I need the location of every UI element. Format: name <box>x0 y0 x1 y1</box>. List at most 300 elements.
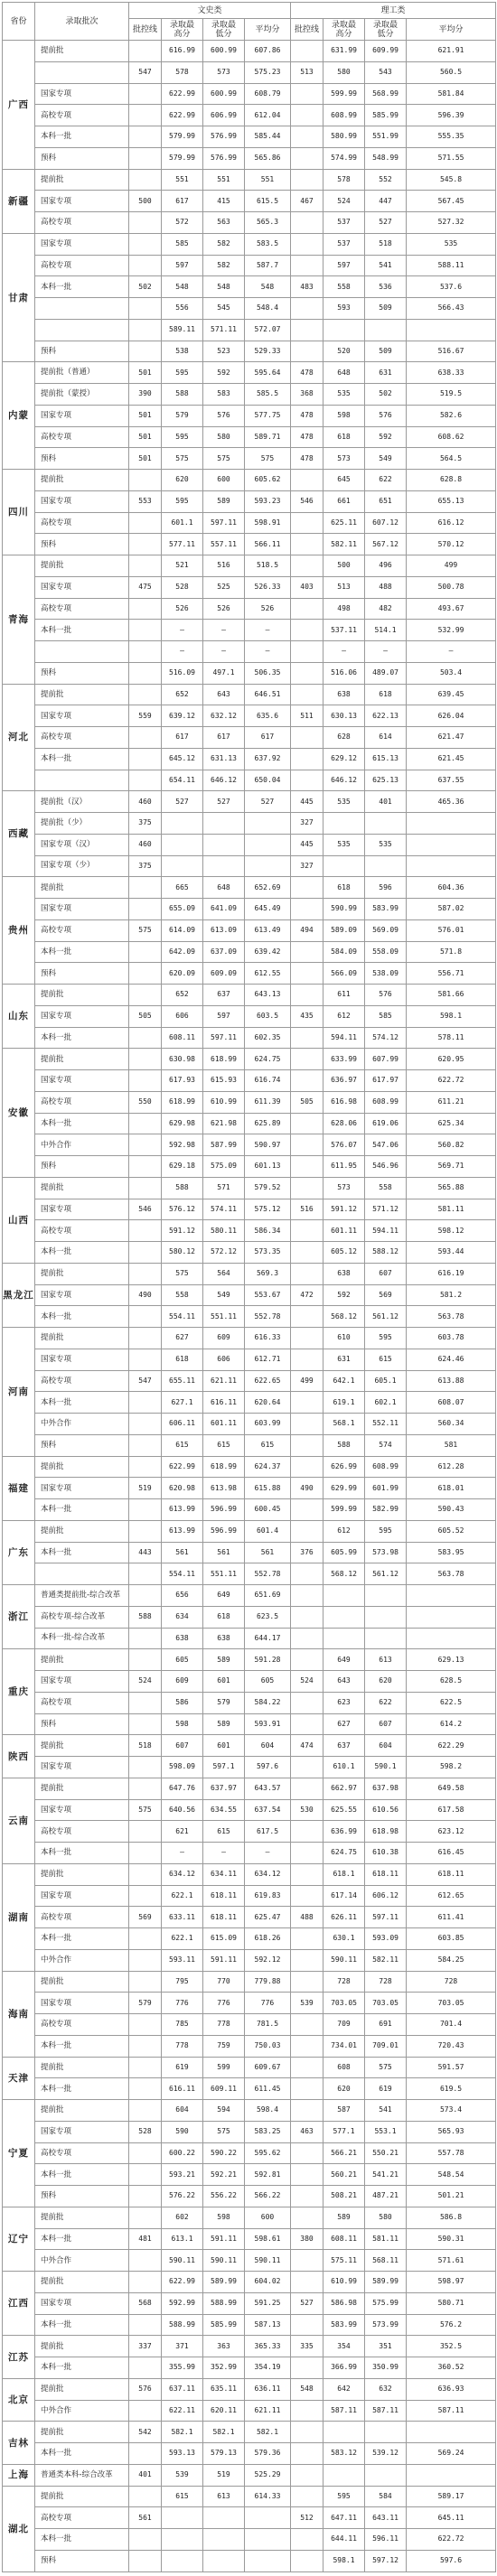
avg-ligong: — <box>407 641 496 663</box>
batch-cell: 高校专项 <box>35 212 129 234</box>
table-row <box>3 963 496 985</box>
min-ligong <box>365 2422 407 2443</box>
batch-cell: 高校专项-综合改革 <box>35 1606 129 1628</box>
batch-cell: 国家专项 <box>35 1799 129 1821</box>
avg-ligong <box>407 2422 496 2443</box>
min-wenshi: 609.11 <box>203 2078 245 2100</box>
table-row <box>3 233 496 255</box>
control-line-wenshi <box>129 1928 162 1950</box>
max-ligong: — <box>324 641 365 663</box>
batch-cell: 预科 <box>35 662 129 684</box>
table-row <box>3 41 496 62</box>
min-wenshi: 588.99 <box>203 2292 245 2314</box>
max-ligong: 642 <box>324 2378 365 2400</box>
min-ligong: 622.13 <box>365 705 407 727</box>
control-line-wenshi <box>129 963 162 985</box>
max-wenshi: 588 <box>162 1177 203 1199</box>
avg-ligong: 596.39 <box>407 105 496 126</box>
avg-ligong: 720.43 <box>407 2035 496 2057</box>
control-line-wenshi: 460 <box>129 791 162 813</box>
avg-wenshi: 598.91 <box>245 512 291 534</box>
min-wenshi: 600 <box>203 470 245 491</box>
max-wenshi: 576.12 <box>162 1199 203 1220</box>
avg-ligong: 557.78 <box>407 2142 496 2164</box>
control-line-wenshi <box>129 1306 162 1328</box>
max-wenshi: 622.99 <box>162 83 203 105</box>
avg-wenshi: 592.81 <box>245 2164 291 2186</box>
min-ligong: 615 <box>365 1349 407 1370</box>
avg-wenshi: 526 <box>245 598 291 620</box>
avg-ligong: 564.5 <box>407 448 496 470</box>
max-wenshi: 605 <box>162 1649 203 1671</box>
max-ligong: 645 <box>324 470 365 491</box>
control-line-ligong <box>291 727 324 749</box>
control-line-ligong <box>291 1585 324 1607</box>
min-wenshi: 363 <box>203 2336 245 2357</box>
control-line-wenshi <box>129 941 162 963</box>
avg-ligong: 639.45 <box>407 684 496 705</box>
max-wenshi: 616.11 <box>162 2078 203 2100</box>
avg-ligong: 598.12 <box>407 1220 496 1242</box>
batch-cell: 提前批 <box>35 1177 129 1199</box>
min-ligong: 581.11 <box>365 2228 407 2250</box>
batch-cell: 高校专项 <box>35 2142 129 2164</box>
max-wenshi: 638 <box>162 1628 203 1649</box>
min-wenshi: 572.12 <box>203 1242 245 1264</box>
control-line-ligong <box>291 2272 324 2293</box>
control-line-ligong <box>291 598 324 620</box>
max-wenshi: 598.09 <box>162 1757 203 1778</box>
control-line-wenshi: 481 <box>129 2228 162 2250</box>
batch-cell: 本科一批 <box>35 1113 129 1134</box>
max-ligong: 508.21 <box>324 2186 365 2207</box>
table-row <box>3 169 496 191</box>
control-line-ligong <box>291 1606 324 1628</box>
max-ligong <box>324 1606 365 1628</box>
min-wenshi: 618.99 <box>203 1049 245 1070</box>
avg-ligong: 608.07 <box>407 1392 496 1414</box>
avg-wenshi: 506.35 <box>245 662 291 684</box>
control-line-ligong: 478 <box>291 426 324 448</box>
min-wenshi: 519 <box>203 2464 245 2486</box>
min-wenshi: 632.12 <box>203 705 245 727</box>
max-ligong: 618.1 <box>324 1863 365 1885</box>
max-wenshi: 586 <box>162 1692 203 1713</box>
control-line-ligong <box>291 662 324 684</box>
avg-wenshi: 590.97 <box>245 1134 291 1156</box>
avg-ligong: 649.58 <box>407 1778 496 1799</box>
max-ligong: 593 <box>324 298 365 320</box>
max-ligong: 578 <box>324 169 365 191</box>
max-wenshi: 371 <box>162 2336 203 2357</box>
max-wenshi: 614.09 <box>162 919 203 941</box>
max-ligong: 582.11 <box>324 534 365 555</box>
control-line-wenshi: 550 <box>129 1091 162 1113</box>
max-ligong: 589.09 <box>324 919 365 941</box>
control-line-wenshi: 505 <box>129 1005 162 1027</box>
min-ligong: 585.99 <box>365 105 407 126</box>
min-wenshi: 575 <box>203 448 245 470</box>
batch-cell: 高校专项 <box>35 255 129 276</box>
control-line-wenshi <box>129 1328 162 1349</box>
avg-ligong: 556.71 <box>407 963 496 985</box>
control-line-wenshi <box>129 1863 162 1885</box>
table-row <box>3 1499 496 1521</box>
header-avg-wenshi: 平均分 <box>245 19 291 41</box>
table-row <box>3 748 496 770</box>
max-wenshi: 634.12 <box>162 1863 203 1885</box>
avg-ligong: 621.45 <box>407 748 496 770</box>
batch-cell: 提前批 <box>35 1649 129 1671</box>
control-line-wenshi: 553 <box>129 490 162 512</box>
min-wenshi: 592.21 <box>203 2164 245 2186</box>
avg-ligong: 625.34 <box>407 1113 496 1134</box>
avg-wenshi: 565.3 <box>245 212 291 234</box>
control-line-wenshi <box>129 1392 162 1414</box>
min-ligong: 608.99 <box>365 1456 407 1478</box>
control-line-ligong <box>291 620 324 641</box>
avg-ligong: 622.29 <box>407 1735 496 1757</box>
table-row <box>3 1306 496 1328</box>
control-line-ligong: 494 <box>291 919 324 941</box>
max-ligong: 636.99 <box>324 1821 365 1843</box>
avg-ligong: 565.88 <box>407 1177 496 1199</box>
min-wenshi: 564 <box>203 1263 245 1284</box>
avg-ligong: 555.35 <box>407 126 496 148</box>
table-row <box>3 1821 496 1843</box>
header-min-wenshi: 录取最低分 <box>203 19 245 41</box>
control-line-ligong <box>291 1456 324 1478</box>
min-wenshi: 576 <box>203 405 245 426</box>
table-row <box>3 1907 496 1928</box>
avg-wenshi: 566.11 <box>245 534 291 555</box>
min-ligong: 622 <box>365 1692 407 1713</box>
avg-ligong: 613.88 <box>407 1370 496 1392</box>
avg-wenshi: 617 <box>245 727 291 749</box>
min-wenshi: 551.11 <box>203 1563 245 1585</box>
avg-ligong: 360.52 <box>407 2357 496 2379</box>
batch-cell: 高校专项 <box>35 919 129 941</box>
control-line-wenshi <box>129 1414 162 1435</box>
avg-ligong: 560.82 <box>407 1134 496 1156</box>
max-wenshi: 655.09 <box>162 899 203 920</box>
max-ligong: 646.12 <box>324 770 365 791</box>
max-wenshi: 622.99 <box>162 1456 203 1478</box>
avg-wenshi: 587.13 <box>245 2314 291 2336</box>
avg-ligong: 604.36 <box>407 877 496 899</box>
min-ligong: 561.12 <box>365 1563 407 1585</box>
avg-ligong: 623.12 <box>407 1821 496 1843</box>
max-ligong: 644.11 <box>324 2529 365 2551</box>
control-line-ligong: 472 <box>291 1284 324 1306</box>
min-ligong: 594.11 <box>365 1220 407 1242</box>
batch-cell: 提前批 <box>35 1863 129 1885</box>
control-line-ligong <box>291 2464 324 2486</box>
max-ligong: 610.99 <box>324 2272 365 2293</box>
control-line-ligong <box>291 1499 324 1521</box>
min-ligong: 569.09 <box>365 919 407 941</box>
min-wenshi: 594 <box>203 2100 245 2122</box>
table-row <box>3 2078 496 2100</box>
table-row <box>3 1392 496 1414</box>
batch-cell: 国家专项 <box>35 1005 129 1027</box>
max-wenshi: 554.11 <box>162 1306 203 1328</box>
min-ligong: 509 <box>365 341 407 362</box>
max-ligong: 610.1 <box>324 1757 365 1778</box>
max-ligong: 601.11 <box>324 1220 365 1242</box>
table-row <box>3 362 496 384</box>
control-line-wenshi <box>129 319 162 341</box>
min-ligong: 538.09 <box>365 963 407 985</box>
min-ligong: 350.99 <box>365 2357 407 2379</box>
min-wenshi: 637.97 <box>203 1778 245 1799</box>
avg-ligong: 621.47 <box>407 727 496 749</box>
batch-cell: 预科 <box>35 448 129 470</box>
batch-cell: 中外合作 <box>35 1134 129 1156</box>
control-line-ligong <box>291 147 324 169</box>
min-wenshi: 615.93 <box>203 1070 245 1092</box>
min-ligong: 509 <box>365 298 407 320</box>
max-ligong: 626.99 <box>324 1456 365 1478</box>
max-wenshi: 595 <box>162 362 203 384</box>
avg-ligong: 493.67 <box>407 598 496 620</box>
min-wenshi: 545 <box>203 298 245 320</box>
province-cell: 河南 <box>3 1328 35 1457</box>
max-ligong: 608 <box>324 2057 365 2078</box>
avg-ligong: 629.13 <box>407 1649 496 1671</box>
avg-ligong: 583.95 <box>407 1542 496 1563</box>
max-wenshi: — <box>162 620 203 641</box>
min-wenshi: 583 <box>203 384 245 406</box>
batch-cell: 本科一批 <box>35 1843 129 1864</box>
avg-wenshi: 582.1 <box>245 2422 291 2443</box>
max-wenshi: 601.1 <box>162 512 203 534</box>
max-wenshi: 622.99 <box>162 105 203 126</box>
table-row <box>3 1434 496 1456</box>
control-line-ligong: 483 <box>291 276 324 298</box>
province-cell: 吉林 <box>3 2422 35 2465</box>
control-line-wenshi: 390 <box>129 384 162 406</box>
max-wenshi: 617.93 <box>162 1070 203 1092</box>
min-ligong: 558.09 <box>365 941 407 963</box>
table-row <box>3 1134 496 1156</box>
avg-ligong: 565.93 <box>407 2121 496 2142</box>
min-ligong: 643.11 <box>365 2507 407 2529</box>
table-row <box>3 919 496 941</box>
batch-cell <box>35 770 129 791</box>
min-ligong: 597.12 <box>365 2550 407 2571</box>
min-ligong: 728 <box>365 1971 407 1993</box>
max-wenshi: 615 <box>162 1434 203 1456</box>
min-wenshi: 596.99 <box>203 1520 245 1542</box>
min-wenshi: 575.09 <box>203 1156 245 1178</box>
avg-wenshi: 591.25 <box>245 2292 291 2314</box>
min-ligong: 550.21 <box>365 2142 407 2164</box>
min-wenshi: 575 <box>203 2121 245 2142</box>
control-line-wenshi <box>129 1757 162 1778</box>
avg-ligong: 597.6 <box>407 2550 496 2571</box>
avg-wenshi: 615.5 <box>245 191 291 212</box>
max-ligong: 589 <box>324 2207 365 2228</box>
max-ligong: 631.99 <box>324 41 365 62</box>
control-line-wenshi <box>129 2035 162 2057</box>
min-wenshi: 634.55 <box>203 1799 245 1821</box>
batch-cell: 提前批 <box>35 1520 129 1542</box>
control-line-ligong: 445 <box>291 791 324 813</box>
batch-cell: 高校专项 <box>35 727 129 749</box>
max-wenshi: 629.98 <box>162 1113 203 1134</box>
max-wenshi: 576.22 <box>162 2186 203 2207</box>
avg-wenshi: 750.03 <box>245 2035 291 2057</box>
avg-wenshi: 518.5 <box>245 555 291 577</box>
control-line-wenshi: 518 <box>129 1735 162 1757</box>
max-ligong: 630.13 <box>324 705 365 727</box>
min-wenshi: 589.99 <box>203 2272 245 2293</box>
batch-cell: 预科 <box>35 1713 129 1735</box>
avg-wenshi: 590.11 <box>245 2250 291 2272</box>
avg-wenshi: 548.4 <box>245 298 291 320</box>
avg-ligong: 537.6 <box>407 276 496 298</box>
control-line-ligong: 478 <box>291 362 324 384</box>
control-line-ligong: 327 <box>291 855 324 877</box>
max-ligong: 624.75 <box>324 1843 365 1864</box>
avg-ligong: 591.57 <box>407 2057 496 2078</box>
max-wenshi: 656 <box>162 1585 203 1607</box>
control-line-ligong: 474 <box>291 1735 324 1757</box>
batch-cell: 国家专项 <box>35 1757 129 1778</box>
control-line-wenshi: 568 <box>129 2292 162 2314</box>
control-line-wenshi <box>129 126 162 148</box>
control-line-ligong <box>291 1049 324 1070</box>
min-ligong: 615.13 <box>365 748 407 770</box>
table-row <box>3 1005 496 1027</box>
avg-ligong: 527.32 <box>407 212 496 234</box>
max-wenshi <box>162 834 203 855</box>
min-wenshi: 592 <box>203 362 245 384</box>
max-ligong: 628.06 <box>324 1113 365 1134</box>
min-ligong: 573.98 <box>365 1542 407 1563</box>
control-line-ligong: 445 <box>291 834 324 855</box>
min-ligong: 618 <box>365 684 407 705</box>
control-line-ligong <box>291 2014 324 2036</box>
control-line-wenshi: 502 <box>129 276 162 298</box>
control-line-wenshi: 579 <box>129 1993 162 2014</box>
table-row <box>3 1885 496 1907</box>
max-ligong: 610 <box>324 1328 365 1349</box>
avg-wenshi: 600.45 <box>245 1499 291 1521</box>
avg-ligong: 500.78 <box>407 576 496 598</box>
min-wenshi: 648 <box>203 877 245 899</box>
table-row <box>3 2035 496 2057</box>
min-wenshi: 618.99 <box>203 1456 245 1478</box>
table-row <box>3 2057 496 2078</box>
max-ligong: 643 <box>324 1671 365 1693</box>
batch-cell: 高校专项 <box>35 1821 129 1843</box>
avg-ligong: 516.67 <box>407 341 496 362</box>
province-cell: 西藏 <box>3 791 35 877</box>
table-row <box>3 341 496 362</box>
max-wenshi: 521 <box>162 555 203 577</box>
control-line-wenshi: 501 <box>129 448 162 470</box>
min-ligong: 651 <box>365 490 407 512</box>
avg-wenshi <box>245 855 291 877</box>
table-row <box>3 1284 496 1306</box>
min-ligong: 606.12 <box>365 1885 407 1907</box>
min-ligong: 620 <box>365 1671 407 1693</box>
min-ligong: 541 <box>365 2100 407 2122</box>
max-wenshi: 621 <box>162 1821 203 1843</box>
table-row <box>3 576 496 598</box>
table-row <box>3 791 496 813</box>
min-ligong <box>365 1606 407 1628</box>
control-line-ligong <box>291 1885 324 1907</box>
max-wenshi: 597 <box>162 255 203 276</box>
header-avg-ligong: 平均分 <box>407 19 496 41</box>
control-line-wenshi <box>129 2357 162 2379</box>
avg-wenshi: 583.25 <box>245 2121 291 2142</box>
max-ligong: 560.21 <box>324 2164 365 2186</box>
avg-ligong: 560.5 <box>407 61 496 83</box>
max-ligong: 728 <box>324 1971 365 1993</box>
avg-wenshi: 619.83 <box>245 1885 291 1907</box>
control-line-wenshi <box>129 1242 162 1264</box>
table-row <box>3 770 496 791</box>
batch-cell: 本科一批 <box>35 126 129 148</box>
min-wenshi: 597.11 <box>203 1027 245 1049</box>
avg-wenshi: 579.36 <box>245 2443 291 2465</box>
avg-ligong: 624.46 <box>407 1349 496 1370</box>
min-wenshi <box>203 834 245 855</box>
batch-cell: 国家专项 <box>35 1070 129 1092</box>
control-line-ligong <box>291 1070 324 1092</box>
table-row <box>3 2378 496 2400</box>
min-ligong: 552 <box>365 169 407 191</box>
control-line-wenshi <box>129 1692 162 1713</box>
max-wenshi: 615 <box>162 2486 203 2507</box>
avg-ligong: 465.36 <box>407 791 496 813</box>
min-wenshi: 582 <box>203 255 245 276</box>
min-wenshi <box>203 855 245 877</box>
avg-wenshi: 526.33 <box>245 576 291 598</box>
table-row <box>3 212 496 234</box>
avg-wenshi: 625.89 <box>245 1113 291 1134</box>
table-row <box>3 1242 496 1264</box>
table-row <box>3 1692 496 1713</box>
table-row <box>3 1542 496 1563</box>
control-line-wenshi <box>129 2550 162 2571</box>
min-wenshi: 574.11 <box>203 1199 245 1220</box>
table-row <box>3 1671 496 1693</box>
table-row <box>3 1456 496 1478</box>
province-cell: 甘肃 <box>3 233 35 362</box>
max-wenshi <box>162 2507 203 2529</box>
control-line-wenshi <box>129 555 162 577</box>
min-wenshi: 580 <box>203 426 245 448</box>
min-ligong: 574.12 <box>365 1027 407 1049</box>
province-cell: 广东 <box>3 1520 35 1584</box>
header-batch: 录取批次 <box>35 3 129 41</box>
batch-cell: 普通类提前批-综合改革 <box>35 1585 129 1607</box>
min-wenshi: 776 <box>203 1993 245 2014</box>
control-line-ligong <box>291 169 324 191</box>
avg-ligong: 611.21 <box>407 1091 496 1113</box>
batch-cell: 本科一批 <box>35 1928 129 1950</box>
batch-cell: 高校专项 <box>35 2507 129 2529</box>
avg-wenshi <box>245 813 291 835</box>
control-line-wenshi <box>129 2443 162 2465</box>
avg-ligong: 638.33 <box>407 362 496 384</box>
batch-cell: 高校专项 <box>35 1907 129 1928</box>
